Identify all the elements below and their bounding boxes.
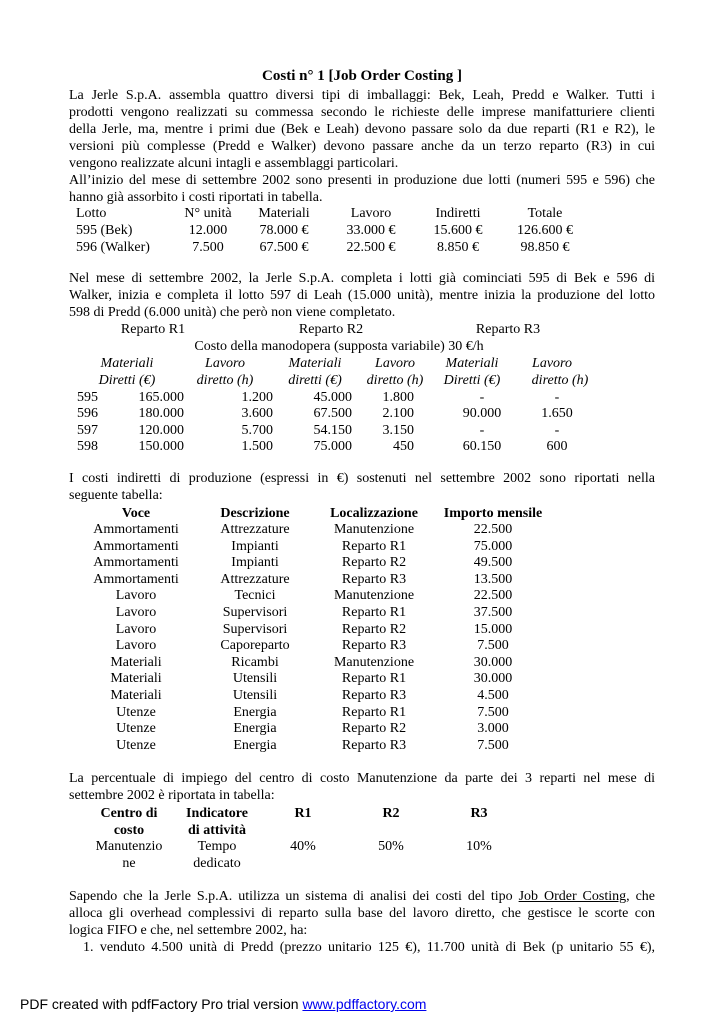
table-cell: Tecnici xyxy=(234,588,276,604)
table-header: Materiali xyxy=(288,356,342,371)
table-cell: Manutenzione xyxy=(333,522,415,537)
table-cell: 2.100 xyxy=(382,406,414,421)
table-cell: 1.200 xyxy=(241,390,273,405)
table-cell: 596 (Walker) xyxy=(76,240,150,255)
text-line: seguente tabella: xyxy=(69,488,163,503)
table-cell: Utenze xyxy=(116,704,156,720)
table-cell: Energia xyxy=(233,721,277,737)
table-header: costo xyxy=(113,823,145,838)
table-header: diretto (h) xyxy=(366,373,424,388)
table-cell: 120.000 xyxy=(138,423,184,438)
table-header: diretti (€) xyxy=(288,373,342,388)
table-cell: 598 xyxy=(77,439,98,454)
table-cell: Supervisori xyxy=(222,605,288,620)
table-cell: Energia xyxy=(233,704,277,720)
table-cell: - xyxy=(479,423,485,438)
table-cell: Ammortamenti xyxy=(93,571,179,587)
text-line: logica FIFO e che, nel settembre 2002, ha: xyxy=(69,923,308,938)
maintenance-paragraph xyxy=(69,770,655,804)
table-header: Lavoro xyxy=(205,356,245,371)
table-cell: - xyxy=(554,390,560,405)
table-cell: Reparto R3 xyxy=(341,688,407,703)
table-cell: Reparto R3 xyxy=(341,737,407,753)
table-cell: Reparto R2 xyxy=(341,621,407,637)
table-cell: 90.000 xyxy=(462,406,502,421)
text-line: 598 di Predd (6.000 unità) che però non viene completato. xyxy=(69,305,396,320)
table-cell: 12.000 xyxy=(188,223,228,238)
table-cell: 7.500 xyxy=(192,240,224,255)
final-paragraph xyxy=(69,888,655,956)
table-cell: Lavoro xyxy=(115,588,157,604)
table-cell: - xyxy=(554,423,560,438)
table-cell: Materiali xyxy=(110,671,162,687)
table-header: Indiretti xyxy=(435,206,481,221)
table-cell: Impianti xyxy=(231,555,279,571)
table-cell: 3.000 xyxy=(477,721,509,737)
table-cell: Ammortamenti xyxy=(93,555,179,571)
table-cell: 3.150 xyxy=(382,423,414,438)
table-cell: 10% xyxy=(466,839,492,854)
table-cell: Reparto R1 xyxy=(341,538,407,554)
table-cell: Tempo xyxy=(197,839,237,854)
table-header: diretto (h) xyxy=(531,373,589,388)
table-cell: 7.500 xyxy=(477,704,509,720)
labor-cost-note: Costo della manodopera (supposta variabile) 30 €/h xyxy=(194,339,484,354)
job-order-costing-link[interactable]: Job Order Costing xyxy=(518,889,627,904)
text-line: settembre 2002 è riportata in tabella: xyxy=(69,788,275,803)
table-cell: Reparto R3 xyxy=(341,638,407,654)
text-line xyxy=(69,888,655,905)
table-cell: 30.000 xyxy=(473,654,513,670)
table-cell: Utensili xyxy=(232,688,278,703)
table-cell: 595 (Bek) xyxy=(76,223,133,238)
table-cell: Reparto R2 xyxy=(341,721,407,737)
table-header: Voce xyxy=(121,506,151,521)
table-cell: 180.000 xyxy=(138,406,184,421)
table-cell: 22.500 xyxy=(473,522,513,537)
text-line: All’inizio del mese di settembre 2002 sono presenti in produzione due lotti (numeri 595 e 596) che xyxy=(69,173,655,188)
text-line: Walker, inizia e completa il lotto 597 di Leah (15.000 unità), mentre inizia la produzione del lotto xyxy=(69,288,655,303)
table-cell: dedicato xyxy=(193,856,241,871)
table-header: Localizzazione xyxy=(330,506,418,521)
table-cell: Materiali xyxy=(110,654,162,670)
table-cell: 597 xyxy=(77,423,98,438)
table-cell: 37.500 xyxy=(473,605,513,620)
table-cell: 50% xyxy=(378,839,404,854)
text-fragment: , che xyxy=(626,889,655,904)
table-header: Descrizione xyxy=(220,506,290,521)
dept-header-r3: Reparto R3 xyxy=(475,322,541,337)
table-cell: Ammortamenti xyxy=(93,522,179,537)
table-header: Totale xyxy=(527,206,563,221)
table-cell: Reparto R1 xyxy=(341,605,407,620)
text-line: La percentuale di impiego del centro di costo Manutenzione da parte dei 3 reparti nel mese di xyxy=(69,771,655,786)
intro-paragraph xyxy=(69,87,655,172)
table-cell: 33.000 € xyxy=(346,223,396,238)
table-cell: 7.500 xyxy=(477,638,509,654)
table-header: Materiali xyxy=(445,356,499,371)
table-cell: 45.000 xyxy=(313,390,352,405)
table-header: Diretti (€) xyxy=(98,373,156,388)
table-cell: Caporeparto xyxy=(220,638,290,654)
table-header: Materiali xyxy=(100,356,154,371)
table-cell: 1.800 xyxy=(382,390,414,405)
table-cell: Lavoro xyxy=(115,621,157,637)
dept-header-r1: Reparto R1 xyxy=(120,322,186,337)
table-cell: Ricambi xyxy=(231,654,279,670)
table-cell: Impianti xyxy=(231,538,279,554)
table-cell: 3.600 xyxy=(241,406,273,421)
table-cell: 165.000 xyxy=(138,390,184,405)
table-cell: Utenze xyxy=(116,737,156,753)
table-cell: 15.600 € xyxy=(433,223,483,238)
table-cell: Reparto R1 xyxy=(341,704,407,720)
table-cell: 150.000 xyxy=(138,439,184,454)
text-line: hanno già assorbito i costi riportati in tabella. xyxy=(69,190,323,205)
table-cell: 1.650 xyxy=(541,406,573,421)
text-line: alloca gli overhead complessivi di reparto sulla base del lavoro diretto, che gestisce le scorte con xyxy=(69,906,655,921)
text-line: La Jerle S.p.A. assembla quattro diversi tipi di imballaggi: Bek, Leah, Predd e Walker. Tutti i xyxy=(69,88,655,103)
table-cell: Materiali xyxy=(110,688,162,703)
table-cell: 595 xyxy=(77,390,98,405)
table-header: R3 xyxy=(470,806,488,821)
text-line: versioni più complesse (Predd e Walker) devono passare anche da un terzo reparto (R3) in cui xyxy=(69,139,655,154)
table-cell: 7.500 xyxy=(477,737,509,753)
table-cell: 54.150 xyxy=(313,423,352,438)
table-cell: Reparto R1 xyxy=(341,671,407,687)
table-cell: 49.500 xyxy=(473,555,513,571)
table-header: Importo mensile xyxy=(443,506,543,521)
table-cell: 75.000 xyxy=(313,439,352,454)
table-cell: Utenze xyxy=(116,721,156,737)
table-cell: 450 xyxy=(393,439,414,454)
table-cell: Manutenzio xyxy=(95,839,163,854)
text-line: Nel mese di settembre 2002, la Jerle S.p.A. completa i lotti già cominciati 595 di Bek e 596 di xyxy=(69,271,655,286)
table-cell: 78.000 € xyxy=(259,223,309,238)
text-line: della Jerle, ma, mentre i primi due (Bek e Leah) devono passare solo da due reparti (R1 e R2), le xyxy=(69,122,655,137)
table-cell: Utensili xyxy=(232,671,278,687)
table-header: R2 xyxy=(382,806,400,821)
table-header: Indicatore xyxy=(186,806,248,821)
table-cell: Ammortamenti xyxy=(93,538,179,554)
pdffactory-link[interactable]: www.pdffactory.com xyxy=(302,996,427,1012)
table-cell: 67.500 xyxy=(313,406,352,421)
lots-intro-paragraph xyxy=(69,172,655,206)
table-cell: Supervisori xyxy=(222,621,288,637)
table-cell: 40% xyxy=(290,839,316,854)
table-cell: 4.500 xyxy=(477,688,509,703)
table-header: Lavoro xyxy=(350,206,392,221)
table-header: Lavoro xyxy=(532,356,572,371)
indirect-costs-paragraph xyxy=(69,470,655,504)
table-cell: 98.850 € xyxy=(520,240,570,255)
table-cell: Manutenzione xyxy=(333,588,415,604)
table-header: Lavoro xyxy=(375,356,415,371)
table-cell: Reparto R2 xyxy=(341,555,407,571)
table-cell: 30.000 xyxy=(473,671,513,687)
text-line: prodotti vengono realizzati su commessa secondo le richieste delle imprese manifatturiere clienti xyxy=(69,105,655,120)
footer-text: PDF created with pdfFactory Pro trial version xyxy=(20,996,303,1012)
september-paragraph xyxy=(69,270,655,321)
table-cell: 5.700 xyxy=(241,423,273,438)
table-cell: 67.500 € xyxy=(259,240,309,255)
table-header: Lotto xyxy=(76,206,107,221)
table-cell: 60.150 xyxy=(462,439,502,454)
table-cell: - xyxy=(479,390,485,405)
table-cell: 600 xyxy=(546,439,568,454)
table-cell: Attrezzature xyxy=(220,522,290,537)
table-header: Diretti (€) xyxy=(443,373,501,388)
table-header: R1 xyxy=(294,806,312,821)
table-cell: Manutenzione xyxy=(333,654,415,670)
table-cell: Lavoro xyxy=(115,638,157,654)
table-cell: ne xyxy=(122,856,136,871)
text-fragment: Sapendo che la Jerle S.p.A. utilizza un sistema di analisi dei costi del tipo xyxy=(69,889,519,904)
table-cell: Lavoro xyxy=(115,605,157,620)
table-cell: Attrezzature xyxy=(220,571,290,587)
page-title: Costi n° 1 [Job Order Costing ] xyxy=(262,68,462,84)
table-cell: 596 xyxy=(77,406,98,421)
table-cell: 75.000 xyxy=(473,538,513,554)
pdf-footer xyxy=(20,996,426,1012)
table-cell: Reparto R3 xyxy=(341,571,407,587)
text-line: vengono realizzate alcuni intagli e assemblaggi particolari. xyxy=(69,156,399,171)
table-header: di attività xyxy=(188,823,246,838)
table-cell: 126.600 € xyxy=(517,223,573,238)
table-header: N° unità xyxy=(184,206,232,221)
table-header: Centro di xyxy=(100,806,158,821)
table-cell: 13.500 xyxy=(473,571,513,587)
table-cell: 1.500 xyxy=(241,439,273,454)
text-line: I costi indiretti di produzione (espressi in €) sostenuti nel settembre 2002 sono riportati nella xyxy=(69,471,655,486)
table-header: Materiali xyxy=(258,206,310,221)
table-cell: 8.850 € xyxy=(437,240,479,255)
table-cell: 22.500 € xyxy=(346,240,396,255)
table-cell: Energia xyxy=(233,737,277,753)
table-cell: 22.500 xyxy=(473,588,513,604)
list-item: 1. venduto 4.500 unità di Predd (prezzo unitario 125 €), 11.700 unità di Bek (p unitario 55 €), xyxy=(83,940,655,955)
dept-header-r2: Reparto R2 xyxy=(298,322,364,337)
table-cell: 15.000 xyxy=(473,621,513,637)
table-header: diretto (h) xyxy=(196,373,254,388)
